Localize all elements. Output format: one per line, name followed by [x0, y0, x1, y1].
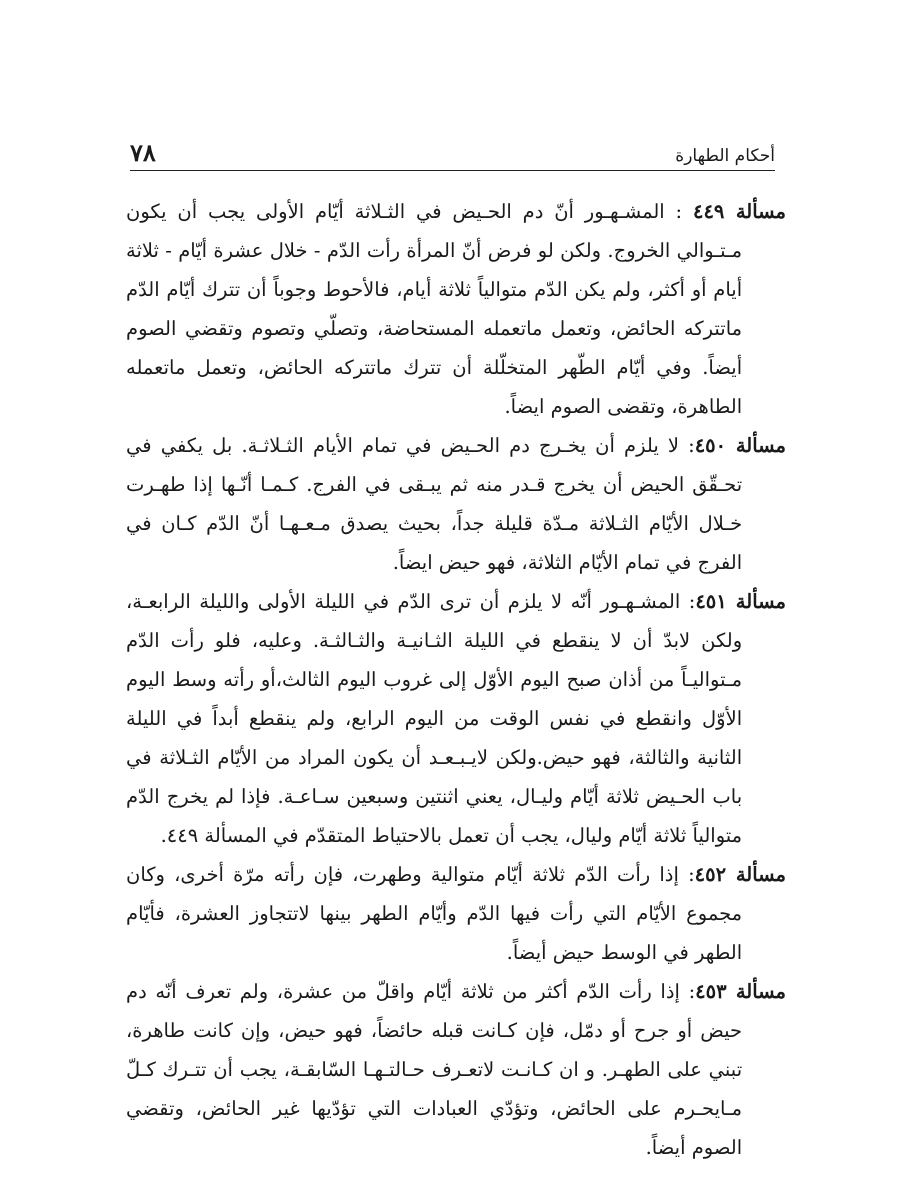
issue-paragraph-451 — [126, 582, 786, 855]
issue-label: مسألة ٤٥٠ — [694, 434, 786, 457]
issue-text: : إذا رأت الدّم أكثر من ثلاثة أيّام واقلّ من عشرة، ولم تعرف أنّه دم حيض أو جرح أو دمّل، فإن كـانت قبله حائضاً، فهو حيض، وإن كانت طاهرة، تبني على الطهـر. و ان كـانـت لاتعـرف حـالتـهـا السّابقـة، يجب أن تتـرك كـلّ مـايحـرم على الحائض، وتؤدّي العبادات التي تؤدّيها غير الحائض، وتقضي الصوم أيضاً. — [126, 980, 743, 1159]
issue-label: مسألة ٤٥٣ — [695, 980, 786, 1003]
issue-text: : المشـهـور أنّه لا يلزم أن ترى الدّم في الليلة الأولى والليلة الرابعـة، ولكن لابدّ أن لا ينقطع في الليلة الثـانيـة والثـالثـة. وعليه، فلو رأت الدّم مـتواليـاً من أذان صبح اليوم الأوّل إلى غروب اليوم الثالث،أو رأته وسط اليوم الأوّل وانقطع في نفس الوقت من اليوم الرابع، ولم ينقطع أبداً في الليلة الثانية والثالثة، فهو حيض.ولكن لايـبـعـد أن يكون المراد من الأيّام الثـلاثة في باب الحـيض ثلاثة أيّام وليـال، يعني اثنتين وسبعين سـاعـة. فإذا لم يخرج الدّم متوالياً ثلاثة أيّام وليال، يجب أن تعمل بالاحتياط المتقدّم في المسألة ٤٤٩. — [126, 590, 743, 847]
running-header-title: أحكام الطهارة — [675, 146, 775, 166]
issue-paragraph-452 — [126, 855, 786, 972]
issue-label: مسألة ٤٥٢ — [694, 863, 786, 886]
issue-text: : إذا رأت الدّم ثلاثة أيّام متوالية وطهرت، فإن رأته مرّة أخرى، وكان مجموع الأيّام التي رأت فيها الدّم وأيّام الطهر بينها لاتتجاوز العشرة، فأيّام الطهر في الوسط حيض أيضاً. — [126, 863, 743, 964]
issue-paragraph-450 — [126, 426, 786, 582]
issue-paragraph-449 — [126, 192, 786, 426]
issue-label: مسألة ٤٤٩ — [692, 200, 786, 223]
running-header — [130, 140, 775, 171]
page-number: ٧٨ — [130, 138, 156, 167]
page-body — [126, 192, 786, 1167]
issue-label: مسألة ٤٥١ — [695, 590, 786, 613]
issue-text: : المشـهـور أنّ دم الحـيض في الثـلاثة أيّام الأولى يجب أن يكون مـتـوالي الخروج. ولكن لو فرض أنّ المرأة رأت الدّم - خلال عشرة أيّام - ثلاثة أيام أو أكثر، ولم يكن الدّم متوالياً ثلاثة أيام، فالأحوط وجوباً أن تترك أيّام الدّم ماتتركه الحائض، وتعمل ماتعمله المستحاضة، وتصلّي وتصوم وتقضي الصوم أيضاً. وفي أيّام الطّهر المتخلّلة أن تترك ماتتركه الحائض، وتعمل ماتعمله الطاهرة، وتقضى الصوم ايضاً. — [126, 200, 743, 418]
issue-paragraph-453 — [126, 972, 786, 1167]
issue-text: : لا يلزم أن يخـرج دم الحـيض في تمام الأيام الثـلاثـة. بل يكفي في تحـقّق الحيض أن يخرج قـدر منه ثم يبـقى في الفرج. كـمـا أنّـها إذا طهـرت خـلال الأيّام الثـلاثة مـدّة قليلة جداً، بحيث يصدق مـعـهـا أنّ الدّم كـان في الفرج في تمام الأيّام الثلاثة، فهو حيض ايضاً. — [126, 434, 743, 574]
